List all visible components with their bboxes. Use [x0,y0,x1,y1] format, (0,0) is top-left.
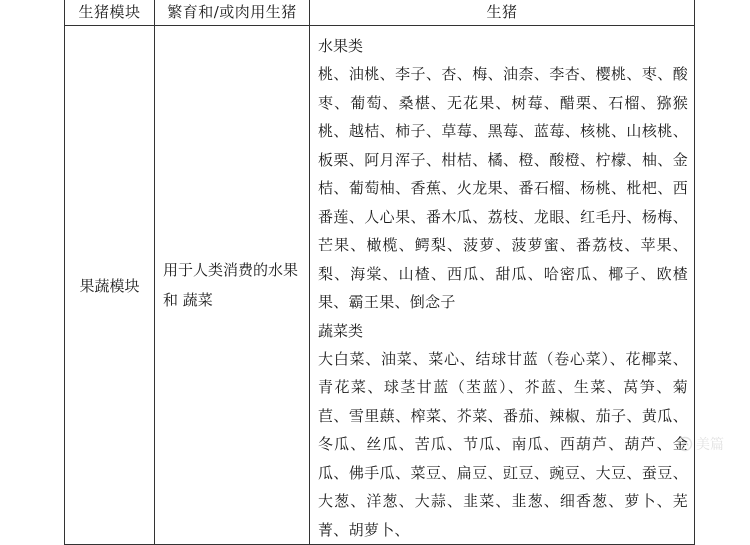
regulation-table [64,0,695,545]
fruit-heading: 水果类 [318,37,364,55]
vegetable-heading: 蔬菜类 [318,321,364,340]
use-cell: 用于人类消费的水果和 蔬菜 [155,26,310,545]
header-content: 生猪 [310,0,695,26]
header-use: 繁育和/或肉用生猪 [155,0,310,26]
table-row [65,26,695,545]
watermark-text: 美篇 [696,437,724,453]
content-cell [310,26,695,545]
watermark [677,434,724,454]
meipian-logo-icon [677,436,693,452]
module-cell: 果蔬模块 [65,26,155,545]
table-header-row [65,0,695,26]
fruit-list: 桃、油桃、李子、杏、梅、油柰、李杏、樱桃、枣、酸枣、葡萄、桑椹、无花果、树莓、醋栗、石榴、猕猴桃、越桔、柿子、草莓、黑莓、蓝莓、核桃、山核桃、板栗、阿月浑子、柑桔、橘、橙、酸橙、柠檬、柚、金桔、葡萄柚、香蕉、火龙果、番石榴、杨桃、枇杷、西番莲、人心果、番木瓜、荔枝、龙眼、红毛丹、杨梅、芒果、橄榄、鳄梨、菠萝、菠萝蜜、番荔枝、苹果、梨、海棠、山楂、西瓜、甜瓜、哈密瓜、椰子、欧楂果、霸王果、倒念子 [318,65,688,311]
header-module: 生猪模块 [65,0,155,26]
vegetable-list: 大白菜、油菜、菜心、结球甘蓝（卷心菜）、花椰菜、青花菜、球茎甘蓝（苤蓝）、芥蓝、生菜、莴笋、菊苣、雪里蕻、榨菜、芥菜、番茄、辣椒、茄子、黄瓜、冬瓜、丝瓜、苦瓜、节瓜、南瓜、西葫芦、葫芦、金瓜、佛手瓜、菜豆、扁豆、豇豆、豌豆、大豆、蚕豆、大葱、洋葱、大蒜、韭菜、韭葱、细香葱、萝卜、芜菁、胡萝卜、 [318,349,688,539]
